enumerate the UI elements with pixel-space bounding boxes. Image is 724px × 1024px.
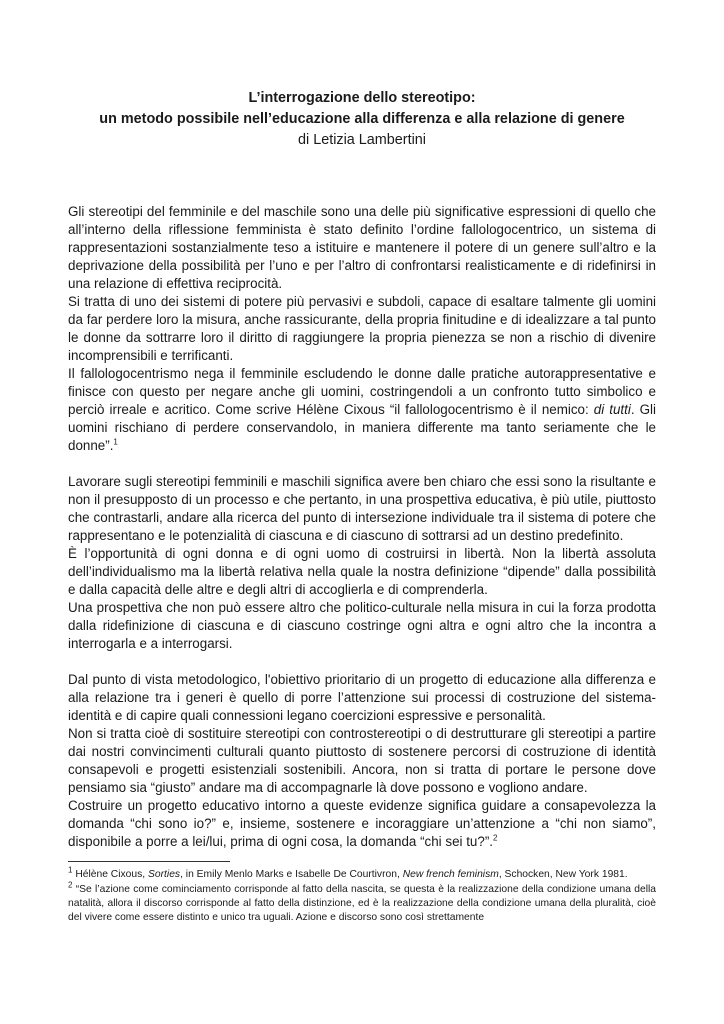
footnote-2 [68, 880, 656, 925]
paragraph-3-emphasis: di tutti [593, 402, 631, 417]
paragraph-3 [68, 365, 656, 455]
paragraph-gap [68, 455, 656, 473]
title-line-2: un metodo possibile nell’educazione alla differenza e alla relazione di genere [99, 111, 625, 127]
footnote-1-title-1: Sorties [148, 869, 181, 880]
footnote-1-title-2: New french feminism [402, 869, 499, 880]
paragraph-9 [68, 797, 656, 851]
body-text [68, 203, 656, 851]
paragraph-1: Gli stereotipi del femminile e del maschile sono una delle più significative espressioni di quello che all’interno della riflessione femminista è stato definito l’ordine fallologocentrico, un sistema di rappresentazioni sostanzialmente teso a istituire e mantenere il potere di un genere sull’altro e la deprivazione della possibilità per l’uno e per l’altro di confrontarsi realisticamente e di ridefinirsi in una relazione di effettiva reciprocità. [68, 204, 656, 291]
paragraph-3-text-after: . Gli uomini rischiano di perdere conservandolo, in maniera differente ma tanto seriamente che le donne”. [68, 402, 656, 453]
paragraph-2: Si tratta di uno dei sistemi di potere più pervasivi e subdoli, capace di esaltare talmente gli uomini da far perdere loro la misura, anche rassicurante, della propria finitudine e di idealizzare a tal punto le donne da sottrarre loro il diritto di raggiungere la propria pienezza se non a rischio di divenire incomprensibili e terrificanti. [68, 294, 656, 363]
paragraph-gap [68, 653, 656, 671]
paragraph-9-text: Costruire un progetto educativo intorno a queste evidenze significa guidare a consapevolezza la domanda “chi sono io?” e, insieme, sostenere e incoraggiare un’attenzione a “chi non siamo”, disponibile a porre a lei/lui, prima di ogni cosa, la domanda “chi sei tu?”. [68, 798, 656, 849]
paragraph-8: Non si tratta cioè di sostituire stereotipi con controstereotipi o di destrutturare gli stereotipi a partire dai nostri convincimenti culturali quanto piuttosto di sostenere percorsi di costruzione di identità consapevoli e progetti esistenziali sostenibili. Ancora, non si tratta di portare le persone dove pensiamo sia “giusto” andare ma di accompagnarle là dove possono e vogliono andare. [68, 726, 656, 795]
footnote-1-text-after: , Schocken, New York 1981. [498, 869, 628, 880]
paragraph-5: È l’opportunità di ogni donna e di ogni uomo di costruirsi in libertà. Non la libertà assoluta dell’individualismo ma la libertà relativa nella quale la nostra definizione “dipende” dalla possibilità e dalla capacità delle altre e degli altri di accoglierla e di comprenderla. [68, 546, 656, 597]
footnote-divider [68, 861, 230, 862]
footnote-1 [68, 865, 656, 882]
author-byline: di Letizia Lambertini [298, 132, 426, 148]
footnote-1-text-before: Hélène Cixous, [72, 869, 149, 880]
footnote-1-number: 1 [68, 865, 73, 875]
footnote-ref-1[interactable]: 1 [113, 437, 118, 447]
footnote-2-text: “Se l’azione come cominciamento corrisponde al fatto della nascita, se questa è la realizzazione della condizione umana della natalità, allora il discorso corrisponde al fatto della distinzione, ed è la realizzazione della condizione umana della pluralità, cioè del vivere come essere distinto e unico tra uguali. Azione e discorso sono così strettamente [68, 884, 656, 923]
title-block [68, 0, 656, 151]
paragraph-6: Una prospettiva che non può essere altro che politico-culturale nella misura in cui la forza prodotta dalla ridefinizione di ciascuna e di ciascuno costringe ogni altra e ogni altro che la incontra a interrogarla e a interrogarsi. [68, 600, 656, 651]
paragraph-7: Dal punto di vista metodologico, l'obiettivo prioritario di un progetto di educazione alla differenza e alla relazione tra i generi è quello di porre l’attenzione sui processi di costruzione del sistema-identità e di capire quali connessioni legano coercizioni espressive e personalità. [68, 672, 656, 723]
title-line-1: L’interrogazione dello stereotipo: [248, 90, 476, 106]
paragraph-3-text-before: Il fallologocentrismo nega il femminile escludendo le donne dalle pratiche autorappresentative e finisce con questo per negare anche gli uomini, costringendoli a un confronto tutto simbolico e perciò irreale e acritico. Come scrive Hélène Cixous “il fallologocentrismo è il nemico: [68, 366, 656, 417]
footnote-1-text-mid: , in Emily Menlo Marks e Isabelle De Courtivron, [180, 869, 403, 880]
footnote-ref-2[interactable]: 2 [493, 833, 498, 843]
footnote-2-number: 2 [68, 880, 73, 890]
paragraph-4: Lavorare sugli stereotipi femminili e maschili significa avere ben chiaro che essi sono la risultante e non il presupposto di un processo e che pertanto, in una prospettiva educativa, è più utile, piuttosto che contrastarli, andare alla ricerca del punto di intersezione individuale tra il sistema di potere che rappresentano e le potenzialità di ciascuna e di ciascuno di sottrarsi ad un destino predefinito. [68, 474, 656, 543]
